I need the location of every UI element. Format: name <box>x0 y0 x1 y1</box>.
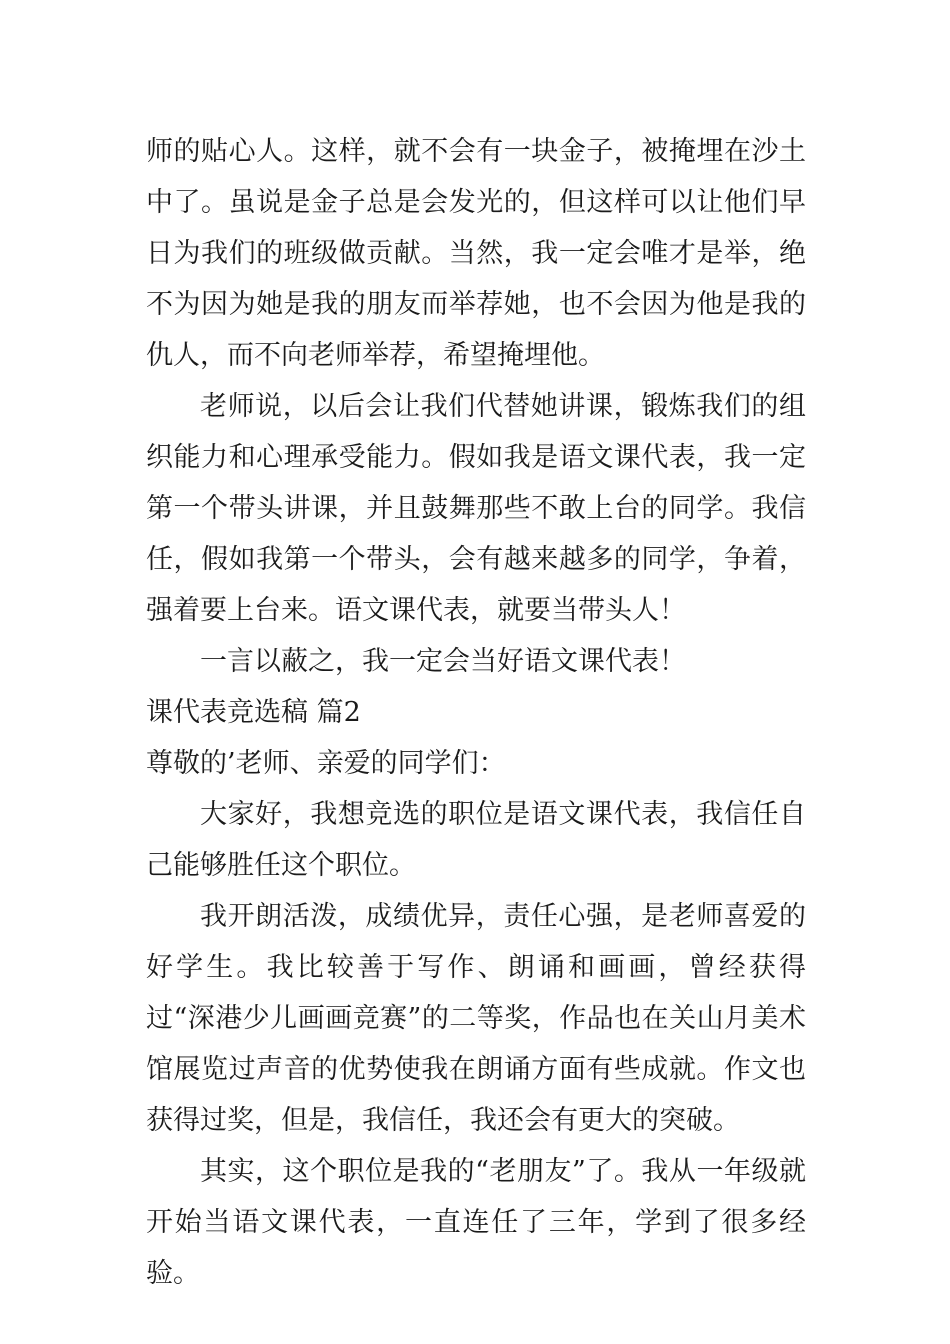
paragraph-teacher-said: 老师说，以后会让我们代替她讲课，锻炼我们的组织能力和心理承受能力。假如我是语文课代表，我一定第一个带头讲课，并且鼓舞那些不敢上台的同学。我信任，假如我第一个带头，会有越来越多的同学，争着，强着要上台来。语文课代表，就要当带头人！ <box>146 391 806 626</box>
paragraph-continuation: 师的贴心人。这样，就不会有一块金子，被掩埋在沙土中了。虽说是金子总是会发光的，但这样可以让他们早日为我们的班级做贡献。当然，我一定会唯才是举，绝不为因为她是我的朋友而举荐她，也不会因为他是我的仇人，而不向老师举荐，希望掩埋他。 <box>146 136 806 371</box>
paragraph-greeting: 大家好，我想竞选的职位是语文课代表，我信任自己能够胜任这个职位。 <box>146 799 806 881</box>
section-heading: 课代表竞选稿 篇2 <box>146 697 361 728</box>
document-body <box>146 126 806 1299</box>
paragraph-qualifications: 我开朗活泼，成绩优异，责任心强，是老师喜爱的好学生。我比较善于写作、朗诵和画画，曾经获得过“深港少儿画画竞赛”的二等奖，作品也在关山月美术馆展览过声音的优势使我在朗诵方面有些成就。作文也获得过奖，但是，我信任，我还会有更大的突破。 <box>146 901 806 1136</box>
paragraph-experience: 其实，这个职位是我的“老朋友”了。我从一年级就开始当语文课代表，一直连任了三年，学到了很多经验。 <box>146 1156 806 1289</box>
paragraph-conclusion: 一言以蔽之，我一定会当好语文课代表！ <box>200 646 686 677</box>
salutation: 尊敬的’老师、亲爱的同学们： <box>146 748 506 779</box>
